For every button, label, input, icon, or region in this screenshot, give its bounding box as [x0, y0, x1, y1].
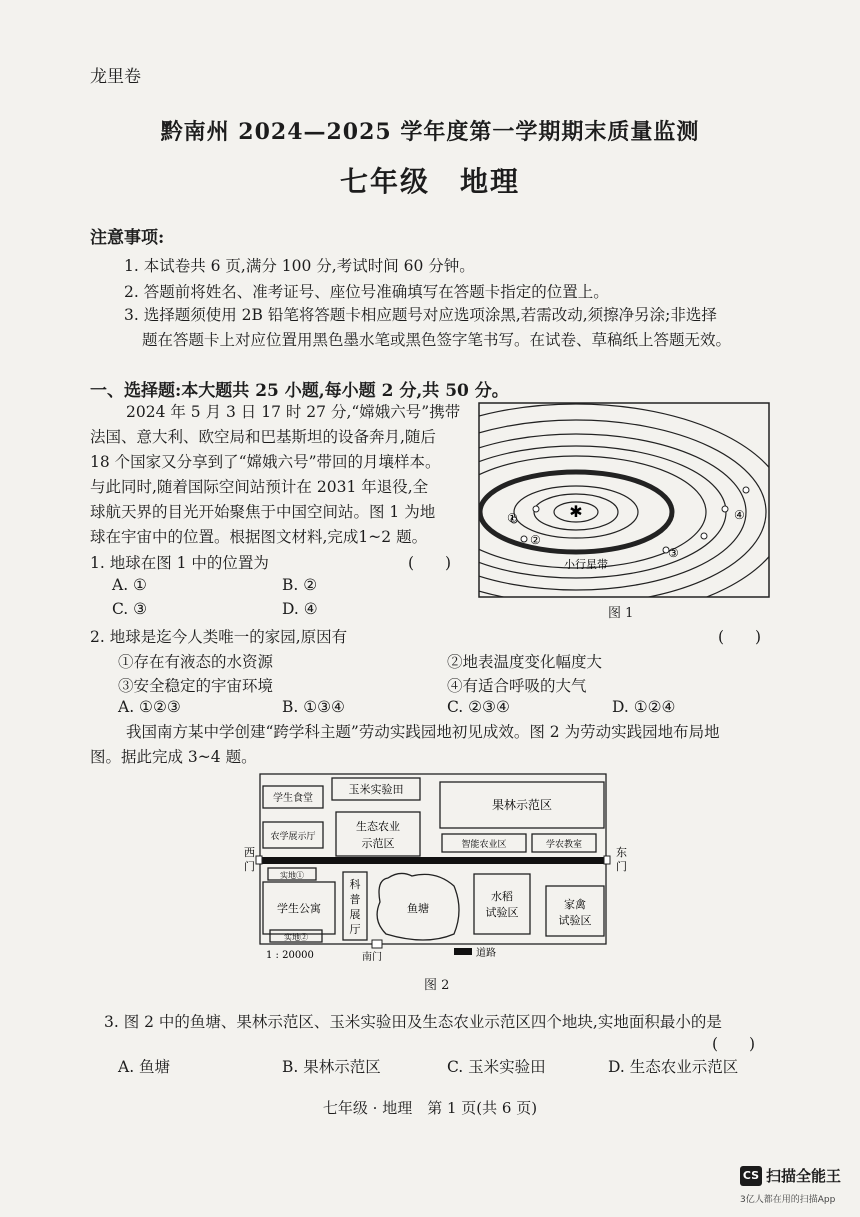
- marker-2: ②: [530, 533, 541, 547]
- q1-option-c: C. ③: [112, 600, 148, 618]
- passage1-line-6: 球在宇宙中的位置。根据图文材料,完成1~2 题。: [90, 528, 428, 546]
- west-gate-label-1: 西: [244, 846, 255, 859]
- east-gate-label-2: 门: [616, 860, 627, 873]
- exam-subtitle: 七年级 地理: [339, 165, 520, 198]
- smart-label: 智能农业区: [461, 840, 507, 850]
- orchard-label: 果林示范区: [491, 798, 553, 812]
- marker-3: ③: [668, 546, 679, 560]
- q2-stem: 2. 地球是迄今人类唯一的家园,原因有: [90, 628, 348, 646]
- scale-label: 1 : 20000: [266, 950, 314, 961]
- q1-option-a: A. ①: [112, 576, 147, 594]
- sun-icon: ✱: [569, 502, 583, 521]
- note-item-3: 3. 选择题须使用 2B 铅笔将答题卡相应题号对应选项涂黑,若需改动,须擦净另涂;非选择: [124, 306, 717, 324]
- south-gate-label: 南门: [362, 952, 382, 963]
- section-heading: 一、选择题:本大题共 25 小题,每小题 2 分,共 50 分。: [90, 381, 509, 401]
- q2-statement-1: ①存在有液态的水资源: [118, 653, 274, 671]
- rice-label-1: 水稻: [491, 890, 513, 903]
- exam-title: 黔南州 2024—2025 学年度第一学期期末质量监测: [160, 119, 700, 145]
- science-label-2: 普: [349, 893, 361, 906]
- figure2-caption: 图 2: [424, 978, 450, 993]
- science-label-3: 展: [349, 908, 361, 921]
- q2-option-a: A. ①②③: [118, 698, 181, 716]
- q2-statement-4: ④有适合呼吸的大气: [447, 677, 587, 695]
- q2-option-b: B. ①③④: [282, 698, 345, 716]
- q3-option-d: D. 生态农业示范区: [608, 1058, 739, 1076]
- q2-option-d: D. ①②④: [612, 698, 676, 716]
- pond-label: 鱼塘: [407, 902, 429, 915]
- note-item-3-cont: 题在答题卡上对应位置用黑色墨水笔或黑色签字笔书写。在试卷、草稿纸上答题无效。: [142, 331, 732, 349]
- passage1-line-3: 18 个国家又分享到了“嫦娥六号”带回的月壤样本。: [90, 453, 441, 471]
- camscanner-name: 扫描全能王: [766, 1167, 842, 1185]
- classroom-label: 学农教室: [545, 840, 583, 850]
- q1-paren: ( ): [408, 554, 452, 572]
- page-footer: 七年级 · 地理 第 1 页(共 6 页): [322, 1099, 538, 1117]
- hall-label: 农学展示厅: [270, 832, 316, 842]
- east-gate-label-1: 东: [616, 846, 627, 859]
- q2-statement-2: ②地表温度变化幅度大: [447, 653, 603, 671]
- poultry-plot: [546, 886, 604, 936]
- rice-label-2: 试验区: [485, 906, 519, 919]
- q2-paren: ( ): [718, 628, 762, 646]
- corn-label: 玉米实验田: [348, 783, 404, 796]
- passage1-line-2: 法国、意大利、欧空局和巴基斯坦的设备奔月,随后: [90, 428, 436, 446]
- asteroid-belt-label: 小行星带: [564, 558, 608, 571]
- camscanner-logo-icon: CS: [740, 1166, 762, 1186]
- q3-option-b: B. 果林示范区: [282, 1058, 381, 1076]
- region-tag: 龙里卷: [90, 67, 141, 87]
- main-road: [260, 857, 606, 864]
- figure1-caption: 图 1: [608, 606, 634, 621]
- eco-label-2: 示范区: [361, 837, 395, 850]
- science-label-1: 科: [349, 878, 361, 891]
- marker-4: ④: [734, 508, 745, 522]
- poultry-label-1: 家禽: [564, 898, 586, 911]
- passage1-line-5: 球航天界的目光开始聚焦于中国空间站。图 1 为地: [90, 503, 436, 521]
- apartment-label: 学生公寓: [277, 902, 321, 915]
- figure1-solar-system: [478, 402, 770, 598]
- note-item-2: 2. 答题前将姓名、准考证号、座位号准确填写在答题卡指定的位置上。: [124, 283, 609, 301]
- q3-paren: ( ): [712, 1035, 756, 1053]
- field1-label: 实地①: [280, 871, 304, 880]
- figure2-campus-map: [236, 770, 636, 970]
- q1-stem: 1. 地球在图 1 中的位置为: [90, 554, 269, 572]
- q3-stem: 3. 图 2 中的鱼塘、果林示范区、玉米实验田及生态农业示范区四个地块,实地面积最小的是: [104, 1013, 722, 1031]
- passage1-line-1: 2024 年 5 月 3 日 17 时 27 分,“嫦娥六号”携带: [126, 403, 461, 421]
- q2-option-c: C. ②③④: [447, 698, 510, 716]
- canteen-label: 学生食堂: [273, 793, 313, 804]
- passage2-line-2: 图。据此完成 3~4 题。: [90, 748, 257, 766]
- west-gate-label-2: 门: [244, 860, 255, 873]
- q3-option-a: A. 鱼塘: [118, 1058, 171, 1076]
- q1-option-d: D. ④: [282, 600, 318, 618]
- eco-label-1: 生态农业: [356, 820, 400, 833]
- note-item-1: 1. 本试卷共 6 页,满分 100 分,考试时间 60 分钟。: [124, 257, 475, 275]
- poultry-label-2: 试验区: [558, 914, 592, 927]
- field2-label: 实地②: [284, 933, 308, 942]
- road-legend-swatch: [454, 948, 472, 955]
- marker-1: ①: [507, 511, 518, 525]
- notes-heading: 注意事项:: [90, 228, 165, 248]
- q2-statement-3: ③安全稳定的宇宙环境: [118, 677, 274, 695]
- passage2-line-1: 我国南方某中学创建“跨学科主题”劳动实践园地初见成效。图 2 为劳动实践园地布局地: [126, 723, 720, 741]
- q3-option-c: C. 玉米实验田: [447, 1058, 546, 1076]
- q1-option-b: B. ②: [282, 576, 318, 594]
- passage1-line-4: 与此同时,随着国际空间站预计在 2031 年退役,全: [90, 478, 429, 496]
- rice-plot: [474, 874, 530, 934]
- camscanner-tagline: 3亿人都在用的扫描App: [740, 1195, 836, 1205]
- science-label-4: 厅: [349, 923, 361, 936]
- road-legend-label: 道路: [476, 948, 496, 959]
